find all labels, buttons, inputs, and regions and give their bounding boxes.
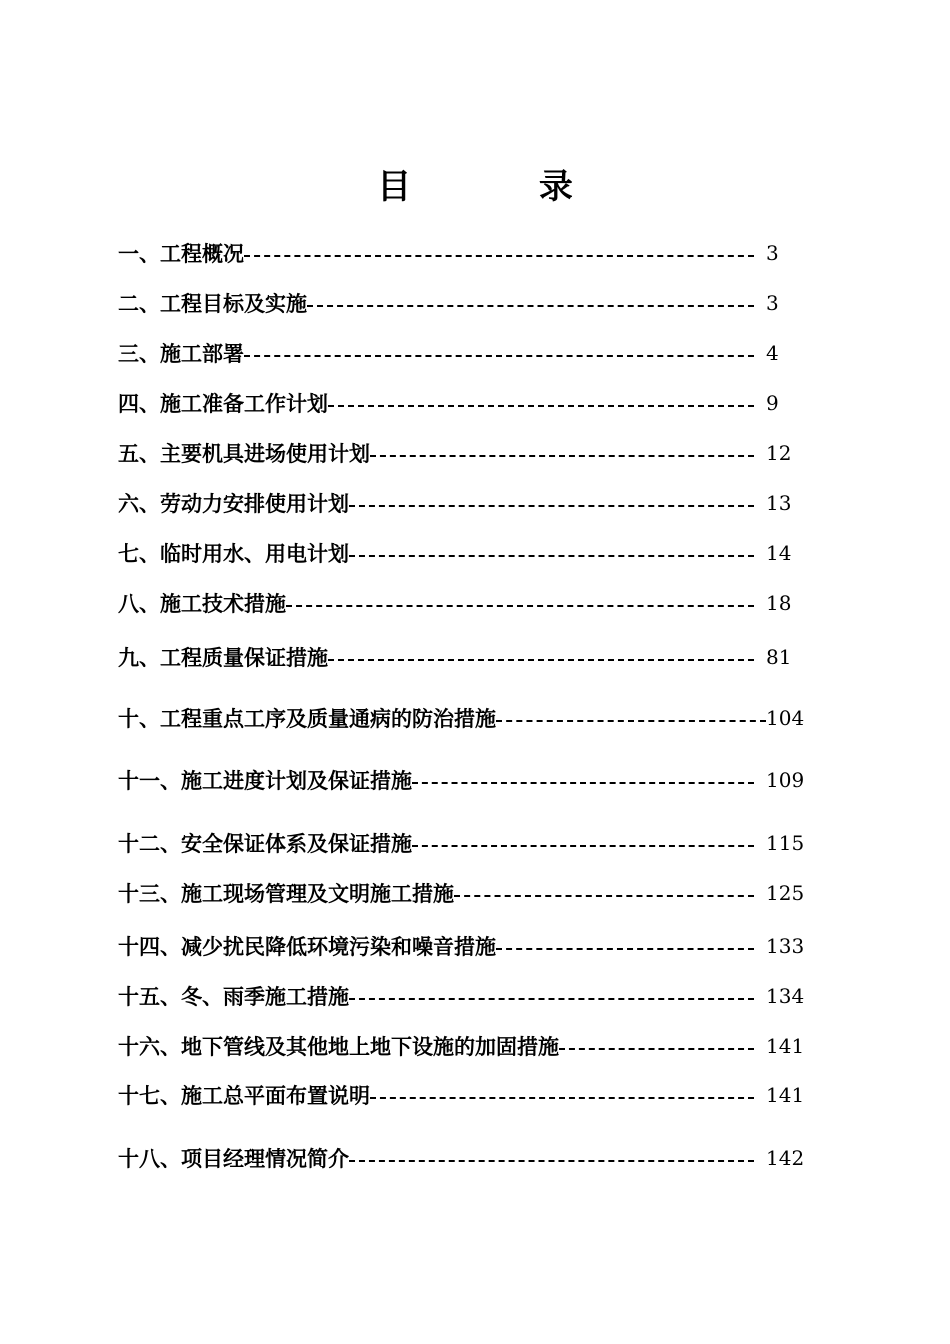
toc-entry[interactable] <box>118 436 818 470</box>
toc-entry-page: 14 <box>766 541 792 565</box>
toc-entry-label: 十、工程重点工序及质量通病的防治措施 <box>118 706 496 731</box>
toc-entry-page: 109 <box>766 768 805 792</box>
toc-entry-label: 十六、地下管线及其他地上地下设施的加固措施 <box>118 1034 559 1059</box>
toc-leader-dots <box>286 605 754 607</box>
toc-entry[interactable] <box>118 640 818 674</box>
toc-leader-dots <box>349 505 754 507</box>
toc-leader-dots <box>244 255 754 257</box>
toc-leader-dots <box>370 455 754 457</box>
toc-entry-label: 十八、项目经理情况简介 <box>118 1146 349 1171</box>
toc-entry-page: 4 <box>766 341 779 365</box>
toc-entry[interactable] <box>118 763 818 797</box>
toc-entry-page: 125 <box>766 881 805 905</box>
toc-entry-page: 9 <box>766 391 779 415</box>
toc-entry-page: 13 <box>766 491 792 515</box>
toc-entry[interactable] <box>118 1141 818 1175</box>
toc-leader-dots <box>412 845 754 847</box>
toc-entry-page: 133 <box>766 934 805 958</box>
toc-entry-label: 十三、施工现场管理及文明施工措施 <box>118 881 454 906</box>
toc-leader-dots <box>244 355 754 357</box>
toc-entry[interactable] <box>118 286 818 320</box>
toc-entry-label: 十五、冬、雨季施工措施 <box>118 984 349 1009</box>
toc-entry-page: 104 <box>766 706 805 730</box>
toc-entry[interactable] <box>118 336 818 370</box>
toc-entry-label: 十一、施工进度计划及保证措施 <box>118 768 412 793</box>
toc-entry[interactable] <box>118 586 818 620</box>
page-title: 目 录 <box>377 167 631 207</box>
toc-entry-page: 12 <box>766 441 792 465</box>
toc-entry-label: 七、临时用水、用电计划 <box>118 541 349 566</box>
toc-leader-dots <box>496 948 754 950</box>
toc-entry-page: 141 <box>766 1034 805 1058</box>
toc-entry-label: 二、工程目标及实施 <box>118 291 307 316</box>
toc-entry[interactable] <box>118 876 818 910</box>
toc-entry-page: 81 <box>766 645 792 669</box>
toc-entry-label: 九、工程质量保证措施 <box>118 645 328 670</box>
toc-leader-dots <box>349 555 754 557</box>
toc-entry-page: 141 <box>766 1083 805 1107</box>
toc-entry-page: 18 <box>766 591 792 615</box>
toc-entry[interactable] <box>118 979 818 1013</box>
toc-entry-label: 五、主要机具进场使用计划 <box>118 441 370 466</box>
toc-leader-dots <box>328 405 754 407</box>
toc-leader-dots <box>496 720 766 722</box>
toc-entry[interactable] <box>118 386 818 420</box>
toc-entry-page: 115 <box>766 831 805 855</box>
toc-leader-dots <box>412 782 754 784</box>
toc-entry-label: 四、施工准备工作计划 <box>118 391 328 416</box>
toc-entry-label: 十七、施工总平面布置说明 <box>118 1083 370 1108</box>
toc-entry[interactable] <box>118 1029 818 1063</box>
toc-entry-page: 134 <box>766 984 805 1008</box>
toc-leader-dots <box>328 659 754 661</box>
toc-entry[interactable] <box>118 826 818 860</box>
toc-entry[interactable] <box>118 486 818 520</box>
toc-entry-label: 一、工程概况 <box>118 241 244 266</box>
toc-leader-dots <box>370 1097 754 1099</box>
toc-entry-page: 3 <box>766 241 779 265</box>
toc-leader-dots <box>349 1160 754 1162</box>
toc-entry-label: 三、施工部署 <box>118 341 244 366</box>
toc-entry[interactable] <box>118 701 818 735</box>
toc-entry[interactable] <box>118 929 818 963</box>
toc-leader-dots <box>307 305 754 307</box>
toc-entry-page: 142 <box>766 1146 805 1170</box>
toc-entry[interactable] <box>118 1078 818 1112</box>
toc-entry-label: 十四、减少扰民降低环境污染和噪音措施 <box>118 934 496 959</box>
toc-entry-label: 十二、安全保证体系及保证措施 <box>118 831 412 856</box>
toc-leader-dots <box>559 1048 754 1050</box>
toc-entry[interactable] <box>118 236 818 270</box>
toc-entry-label: 八、施工技术措施 <box>118 591 286 616</box>
toc-leader-dots <box>454 895 754 897</box>
toc-entry-label: 六、劳动力安排使用计划 <box>118 491 349 516</box>
toc-leader-dots <box>349 998 754 1000</box>
toc-entry-page: 3 <box>766 291 779 315</box>
toc-entry[interactable] <box>118 536 818 570</box>
